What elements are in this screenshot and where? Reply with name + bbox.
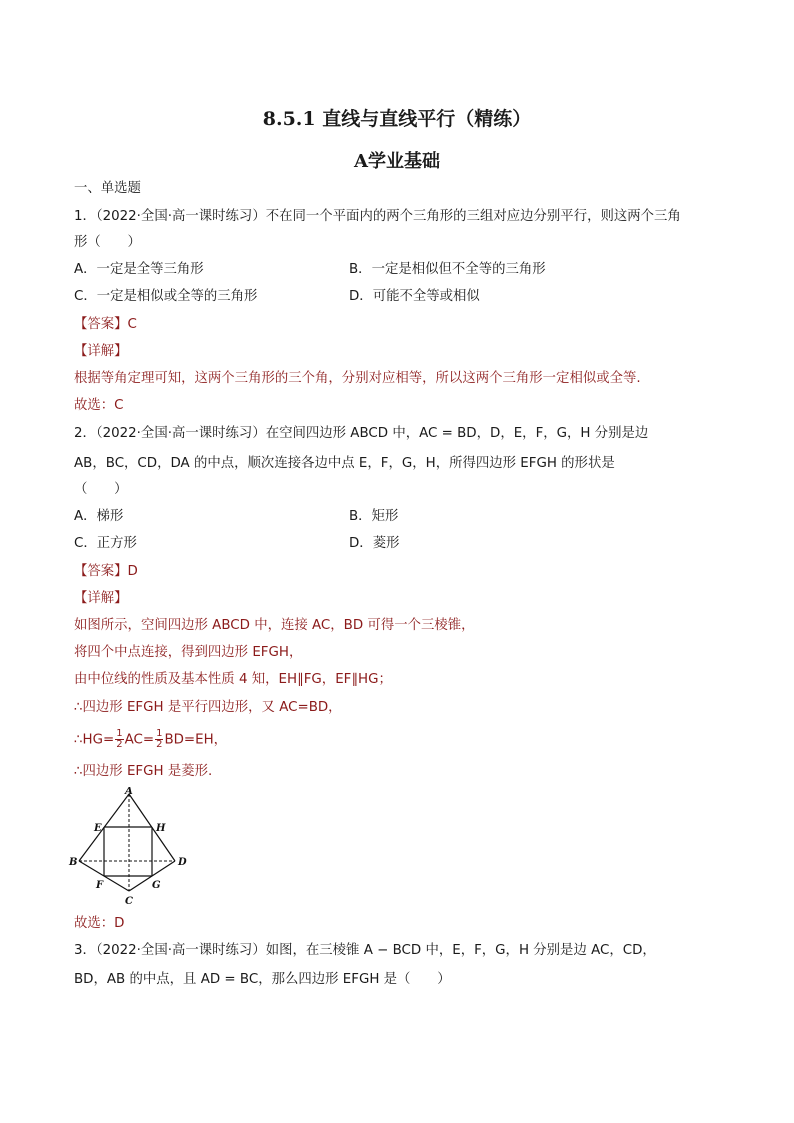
q2-answer: 【答案】D [74,564,138,579]
q1-choose: 故选：C [74,398,124,413]
q2-detail-5-part-c: BD=EH， [164,732,228,748]
q1-option-a: A．一定是全等三角形 [74,262,204,277]
tetrahedron-figure [66,787,196,907]
q2-detail-label: 【详解】 [74,591,128,606]
q1-stem-line2: 形（ ） [74,235,141,250]
q2-stem-line2: AB，BC，CD，DA 的中点，顺次连接各边中点 E，F，G，H，所得四边形 EFGH 的形状是 [74,456,615,471]
q1-option-b: B．一定是相似但不全等的三角形 [349,262,546,277]
q2-option-a: A．梯形 [74,509,124,524]
document-title: 8.5.1 直线与直线平行（精练） [262,108,532,130]
q3-stem-line1: 3．（2022·全国·高一课时练习）如图，在三棱锥 A − BCD 中，E，F，G，H 分别是边 AC，CD， [74,943,656,958]
q2-detail-5-part-b: AC= [124,732,155,748]
label-e: E [94,823,102,834]
fraction-half-2 [155,729,163,750]
label-h: H [156,823,166,834]
fraction-half-1 [115,729,123,750]
q1-option-c: C．一定是相似或全等的三角形 [74,289,258,304]
q2-option-c: C．正方形 [74,536,137,551]
label-a: A [125,787,133,797]
q1-detail-label: 【详解】 [74,344,128,359]
q2-stem-line1: 2．（2022·全国·高一课时练习）在空间四边形 ABCD 中，AC = BD，D，E，F，G，H 分别是边 [74,426,649,441]
label-f: F [96,880,104,891]
q1-option-d: D．可能不全等或相似 [349,289,480,304]
q2-detail-5-part-a: ∴HG= [74,732,115,748]
fraction-denominator: 2 [116,739,123,750]
label-d: D [178,857,187,868]
fraction-numerator: 1 [156,728,163,739]
fraction-numerator: 1 [116,728,123,739]
q2-option-b: B．矩形 [349,509,399,524]
q1-detail: 根据等角定理可知，这两个三角形的三个角，分别对应相等，所以这两个三角形一定相似或全等. [74,371,641,386]
q2-detail-4: ∴四边形 EFGH 是平行四边形，又 AC=BD， [74,700,342,715]
label-g: G [152,880,161,891]
q2-detail-3: 由中位线的性质及基本性质 4 知，EH∥FG，EF∥HG； [74,672,392,687]
q2-detail-1: 如图所示，空间四边形 ABCD 中，连接 AC，BD 可得一个三棱锥， [74,618,475,633]
q3-stem-line2: BD，AB 的中点，且 AD = BC，那么四边形 EFGH 是（ ） [74,972,451,987]
q2-detail-2: 将四个中点连接，得到四边形 EFGH， [74,645,303,660]
q2-option-d: D．菱形 [349,536,400,551]
q2-detail-5 [74,729,227,750]
q2-stem-line3: （ ） [74,482,128,497]
q1-answer: 【答案】C [74,317,137,332]
label-c: C [125,896,133,907]
section-heading: 一、单选题 [74,181,141,196]
document-subtitle: A学业基础 [354,151,440,172]
label-b: B [69,857,78,868]
q2-choose: 故选：D [74,916,125,931]
fraction-denominator: 2 [156,739,163,750]
q2-detail-6: ∴四边形 EFGH 是菱形. [74,764,213,779]
q1-stem-line1: 1．（2022·全国·高一课时练习）不在同一个平面内的两个三角形的三组对应边分别平行，则这两个三角 [74,209,681,224]
